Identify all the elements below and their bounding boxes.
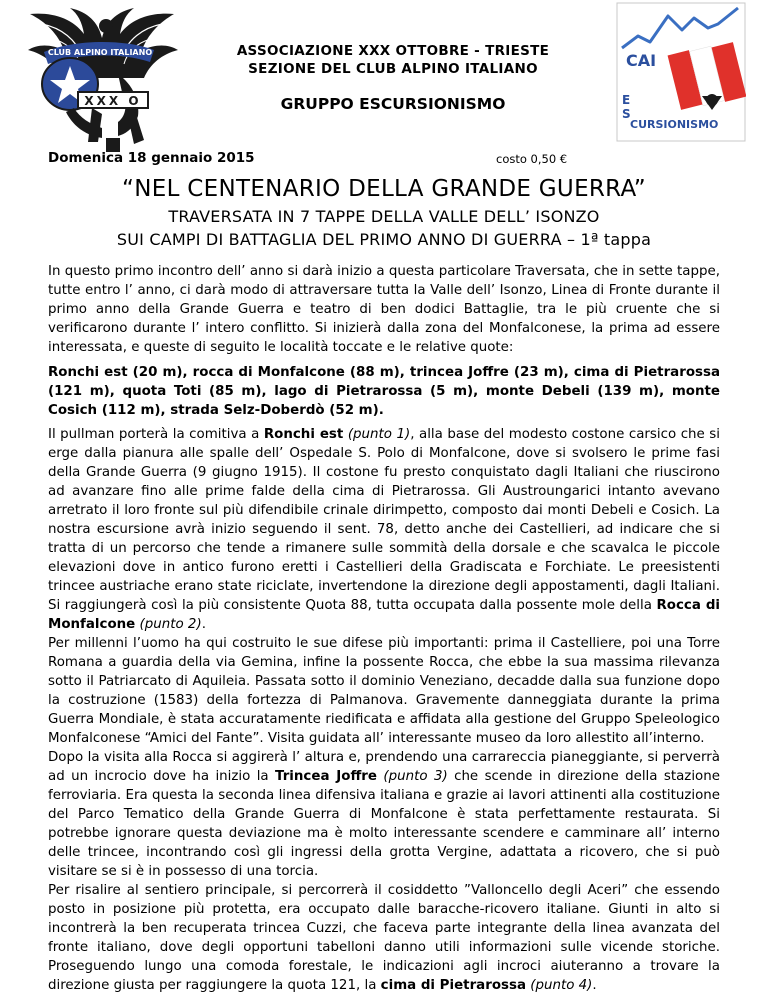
body-text-segment: Dopo la visita alla Rocca si aggirerà l’ altura e, prendendo una carrareccia pianeggiante, si perverrà ad un incrocio dove ha inizio la xyxy=(48,750,720,784)
letter-s: S xyxy=(622,107,631,121)
point-1: (punto 1) xyxy=(347,427,411,442)
point-2: (punto 2) xyxy=(139,617,202,632)
cai-text: CAI xyxy=(626,51,657,70)
body-text-segment: . xyxy=(201,617,206,632)
group-name: GRUPPO ESCURSIONISMO xyxy=(280,95,506,113)
place-rocca-monfalcone: Rocca di Monfalcone xyxy=(48,598,720,632)
body-text-segment: . xyxy=(592,978,597,993)
subtitle-1: TRAVERSATA IN 7 TAPPE DELLA VALLE DELL’ ISONZO xyxy=(168,207,600,226)
plate-text: XXX O xyxy=(84,94,142,108)
body-text-segment: Il pullman porterà la comitiva a xyxy=(48,427,264,442)
body-text xyxy=(48,425,720,995)
cai-escursionismo-logo xyxy=(616,2,746,142)
event-date: Domenica 18 gennaio 2015 xyxy=(48,150,255,166)
page-title: “NEL CENTENARIO DELLA GRANDE GUERRA” xyxy=(122,176,646,202)
letter-e: E xyxy=(622,93,631,107)
point-3: (punto 3) xyxy=(383,769,448,784)
body-text-segment: , alla base del modesto costone carsico che si erge dalla pianura alle spalle dell’ Ospedale S. Polo di Monfalcone, dove si svolsero le prime fasi della Grande Guerra (9 giugno 1915). Il costone fu presto conquistato dagli Italiani che riuscirono ad avanzare fino alle prime falde della cima di Pietrarossa. Gli Austroungarici intanto avevano arretrato il loro fronte sul più difendibile crinale dirimpetto, composto dai monti Debeli e Cosich. La nostra escursione avrà inizio seguendo il sent. 78, detto anche dei Castellieri, ad indicare che si tratta di un percorso che tende a rimanere sulle sommità della dorsale e che scavalca le piccole elevazioni dove in antico furono eretti i Castellieri della Gradiscata e Forchiate. Le preesistenti trincee austriache erano state riciclate, invertendone la direzione degli appostamenti, dagli Italiani. Si raggiungerà così la più consistente Quota 88, tutta occupata dalla possente mole della xyxy=(48,427,720,613)
body-text-segment: Per millenni l’uomo ha qui costruito le sue difese più importanti: prima il Castelliere, poi una Torre Romana a guardia della via Gemina, infine la possente Rocca, che ebbe la sua massima rilevanza sotto il Patriarcato di Aquileia. Passata sotto il dominio Veneziano, decadde dalla sua funzione dopo la costruzione (1583) della fortezza di Palmanova. Gravemente danneggiata durante la prima Guerra Mondiale, è stata accuratamente riedificata e affidata alla gestione del Gruppo Speleologico Monfalconese “Amici del Fante”. Visita guidata all’ interessante museo da loro allestito all’interno. xyxy=(48,636,720,746)
place-trincea-joffre: Trincea Joffre xyxy=(275,769,377,784)
body-text-segment: Per risalire al sentiero principale, si percorrerà il cosiddetto ”Valloncello degli Aceri” che essendo posto in posizione più protetta, era occupato dalle baracche-ricovero italiane. Giunti in alto si incontrerà la ben recuperata trincea Cuzzi, che faceva parte integrante della linea avanzata del fronte italiano, dove degli opportuni tabelloni danno utili informazioni sulle vicende storiche. Proseguendo lungo una comoda forestale, le indicazioni agli incroci aiuteranno a trovare la direzione giusta per raggiungere la quota 121, la xyxy=(48,883,720,993)
org-line2: SEZIONE DEL CLUB ALPINO ITALIANO xyxy=(248,61,538,77)
org-line1: ASSOCIAZIONE XXX OTTOBRE - TRIESTE xyxy=(236,43,550,59)
body-text-segment: che scende in direzione della stazione ferroviaria. Era questa la seconda linea difensiva italiana e grazie ai lavori attinenti alla costituzione del Parco Tematico della Grande Guerra di Monfalcone è stata perfettamente restaurata. Si potrebbe ignorare questa deviazione ma è molto interessante scendere e camminare all’ interno delle trincee, incontrando così gli ingressi della grotta Vergine, adattata a ricovero, che si può visitare se si è in possesso di una torcia. xyxy=(48,769,720,879)
word-rest: CURSIONISMO xyxy=(630,118,719,131)
cai-eagle-logo xyxy=(22,4,186,154)
point-4: (punto 4) xyxy=(530,978,593,993)
subtitle-2: SUI CAMPI DI BATTAGLIA DEL PRIMO ANNO DI GUERRA – 1ª tappa xyxy=(116,230,652,249)
waypoints-paragraph: Ronchi est (20 m), rocca di Monfalcone (88 m), trincea Joffre (23 m), cima di Pietrarossa (121 m), quota Toti (85 m), lago di Pietrarossa (5 m), monte Debeli (139 m), monte Cosich (112 m), strada Selz-Doberdò (52 m). xyxy=(48,365,720,418)
eagle-emblem-icon xyxy=(22,4,186,154)
ribbon-text: CLUB ALPINO ITALIANO xyxy=(47,48,153,57)
place-ronchi-est: Ronchi est xyxy=(263,427,344,442)
intro-paragraph: In questo primo incontro dell’ anno si darà inizio a questa particolare Traversata, che in sette tappe, tutte entro l’ anno, ci darà modo di attraversare tutta la Valle dell’ Isonzo, Linea di Fronte durante il primo anno della Grande Guerra e teatro di ben dodici Battaglie, tra le più cruente che si verificarono durante l’ intero conflitto. Si inizierà dalla zona del Monfalconese, la prima ad essere interessata, e queste di seguito le località toccate e le relative quote: xyxy=(48,264,720,355)
event-cost: costo 0,50 € xyxy=(496,152,568,166)
place-cima-pietrarossa: cima di Pietrarossa xyxy=(380,978,526,993)
cai-escursionismo-logo-icon xyxy=(616,2,746,142)
